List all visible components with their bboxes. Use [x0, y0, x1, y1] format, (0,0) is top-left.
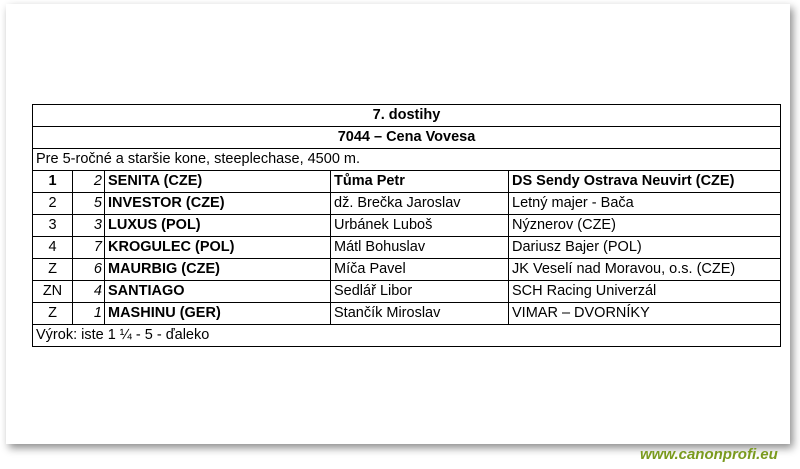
table-row	[33, 303, 781, 325]
jockey-cell: Mátl Bohuslav	[331, 237, 509, 259]
owner-cell: JK Veselí nad Moravou, o.s. (CZE)	[509, 259, 781, 281]
horse-cell: MAURBIG (CZE)	[105, 259, 331, 281]
table-row	[33, 237, 781, 259]
race-subtitle: 7044 – Cena Vovesa	[33, 127, 781, 149]
place-cell: 2	[33, 193, 73, 215]
owner-cell: SCH Racing Univerzál	[509, 281, 781, 303]
owner-cell: Nýznerov (CZE)	[509, 215, 781, 237]
race-title: 7. dostihy	[33, 105, 781, 127]
site-watermark: www.canonprofi.eu	[640, 446, 778, 463]
owner-cell: Letný majer - Bača	[509, 193, 781, 215]
horse-cell: LUXUS (POL)	[105, 215, 331, 237]
race-subtitle-row	[33, 127, 781, 149]
race-conditions: Pre 5-ročné a staršie kone, steeplechase, 4500 m.	[33, 149, 781, 171]
jockey-cell: Míča Pavel	[331, 259, 509, 281]
horse-cell: SENITA (CZE)	[105, 171, 331, 193]
race-title-row	[33, 105, 781, 127]
horse-cell: KROGULEC (POL)	[105, 237, 331, 259]
table-row	[33, 215, 781, 237]
document-sheet	[6, 4, 790, 444]
race-results-table	[32, 104, 781, 347]
jockey-cell: dž. Brečka Jaroslav	[331, 193, 509, 215]
table-row	[33, 193, 781, 215]
horse-cell: INVESTOR (CZE)	[105, 193, 331, 215]
verdict-row	[33, 325, 781, 347]
jockey-cell: Sedlář Libor	[331, 281, 509, 303]
start-number-cell: 7	[73, 237, 105, 259]
table-row	[33, 281, 781, 303]
start-number-cell: 2	[73, 171, 105, 193]
jockey-cell: Urbánek Luboš	[331, 215, 509, 237]
jockey-cell: Tůma Petr	[331, 171, 509, 193]
start-number-cell: 6	[73, 259, 105, 281]
jockey-cell: Stančík Miroslav	[331, 303, 509, 325]
place-cell: Z	[33, 303, 73, 325]
table-row	[33, 259, 781, 281]
start-number-cell: 4	[73, 281, 105, 303]
place-cell: Z	[33, 259, 73, 281]
owner-cell: Dariusz Bajer (POL)	[509, 237, 781, 259]
horse-cell: SANTIAGO	[105, 281, 331, 303]
start-number-cell: 5	[73, 193, 105, 215]
place-cell: ZN	[33, 281, 73, 303]
place-cell: 1	[33, 171, 73, 193]
place-cell: 3	[33, 215, 73, 237]
owner-cell: VIMAR – DVORNÍKY	[509, 303, 781, 325]
owner-cell: DS Sendy Ostrava Neuvirt (CZE)	[509, 171, 781, 193]
table-row	[33, 171, 781, 193]
start-number-cell: 3	[73, 215, 105, 237]
race-conditions-row	[33, 149, 781, 171]
place-cell: 4	[33, 237, 73, 259]
race-verdict: Výrok: iste 1 ¼ - 5 - ďaleko	[33, 325, 781, 347]
start-number-cell: 1	[73, 303, 105, 325]
horse-cell: MASHINU (GER)	[105, 303, 331, 325]
